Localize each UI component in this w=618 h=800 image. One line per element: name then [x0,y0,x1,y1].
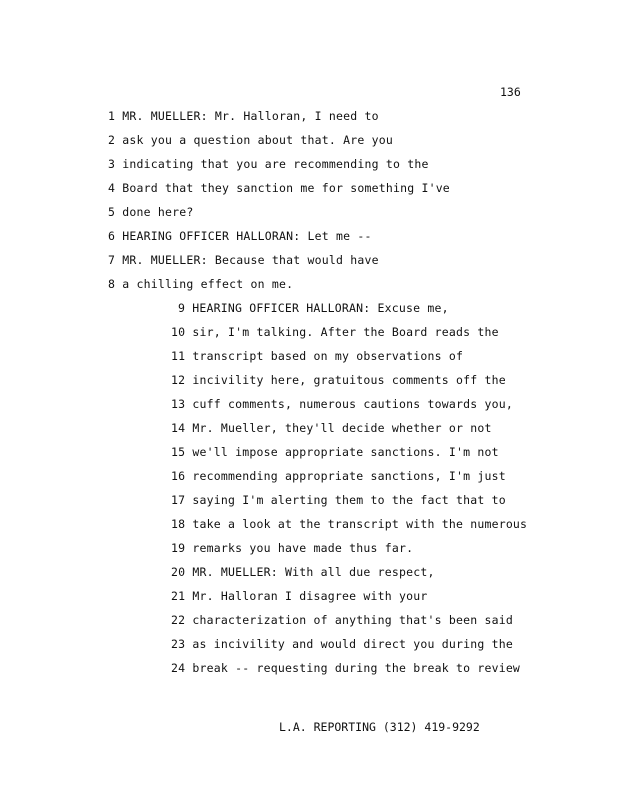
line-number: 4 [108,181,116,195]
line-number: 6 [108,229,116,243]
line-text: a chilling effect on me. [122,277,294,291]
line-text: done here? [122,205,194,219]
line-text: break -- requesting during the break to review [192,661,521,675]
line-text: Board that they sanction me for something I've [122,181,450,195]
line-number: 11 [171,349,186,363]
line-number: 22 [171,613,186,627]
page-number: 136 [500,85,521,99]
line-number: 24 [171,661,186,675]
line-text: incivility here, gratuitous comments off the [192,373,506,387]
line-number: 7 [108,253,116,267]
line-number: 19 [171,541,186,555]
line-number: 9 [178,301,186,315]
line-text: transcript based on my observations of [192,349,464,363]
line-number: 1 [108,109,116,123]
transcript-line [171,445,499,459]
transcript-line [171,517,527,531]
line-text: we'll impose appropriate sanctions. I'm not [192,445,499,459]
line-text: ask you a question about that. Are you [122,133,393,147]
transcript-line [171,397,513,411]
transcript-line [108,109,379,123]
line-text: cuff comments, numerous cautions towards you, [192,397,513,411]
transcript-line [171,349,463,363]
line-number: 15 [171,445,186,459]
line-text: MR. MUELLER: With all due respect, [192,565,435,579]
transcript-line [108,133,393,147]
transcript-line [171,493,506,507]
transcript-line [178,301,449,315]
transcript-line [171,613,513,627]
transcript-line [108,205,194,219]
line-text: remarks you have made thus far. [192,541,414,555]
line-number: 10 [171,325,186,339]
line-number: 2 [108,133,116,147]
transcript-line [108,157,429,171]
line-number: 8 [108,277,116,291]
transcript-line [171,541,413,555]
line-text: MR. MUELLER: Mr. Halloran, I need to [122,109,379,123]
line-number: 5 [108,205,116,219]
transcript-line [108,229,372,243]
transcript-line [171,325,499,339]
line-number: 14 [171,421,186,435]
transcript-line [171,373,506,387]
transcript-line [108,181,450,195]
transcript-line [171,637,513,651]
transcript-line [171,661,520,675]
line-text: HEARING OFFICER HALLORAN: Excuse me, [192,301,449,315]
line-text: characterization of anything that's been said [192,613,513,627]
line-number: 20 [171,565,186,579]
transcript-line [108,277,293,291]
transcript-line [171,469,506,483]
line-number: 12 [171,373,186,387]
line-text: as incivility and would direct you during the [192,637,513,651]
line-number: 13 [171,397,186,411]
line-text: indicating that you are recommending to the [122,157,429,171]
line-number: 16 [171,469,186,483]
line-number: 18 [171,517,186,531]
transcript-line [171,421,492,435]
line-text: recommending appropriate sanctions, I'm just [192,469,506,483]
line-text: MR. MUELLER: Because that would have [122,253,379,267]
line-text: Mr. Halloran I disagree with your [192,589,428,603]
line-text: HEARING OFFICER HALLORAN: Let me -- [122,229,372,243]
line-text: saying I'm alerting them to the fact that to [192,493,506,507]
line-number: 17 [171,493,186,507]
transcript-line [171,589,427,603]
line-number: 23 [171,637,186,651]
line-number: 21 [171,589,186,603]
line-text: Mr. Mueller, they'll decide whether or not [192,421,492,435]
line-text: take a look at the transcript with the numerous [192,517,528,531]
line-number: 3 [108,157,116,171]
line-text: sir, I'm talking. After the Board reads the [192,325,499,339]
transcript-line [108,253,379,267]
reporter-footer: L.A. REPORTING (312) 419-9292 [279,720,480,734]
transcript-line [171,565,435,579]
